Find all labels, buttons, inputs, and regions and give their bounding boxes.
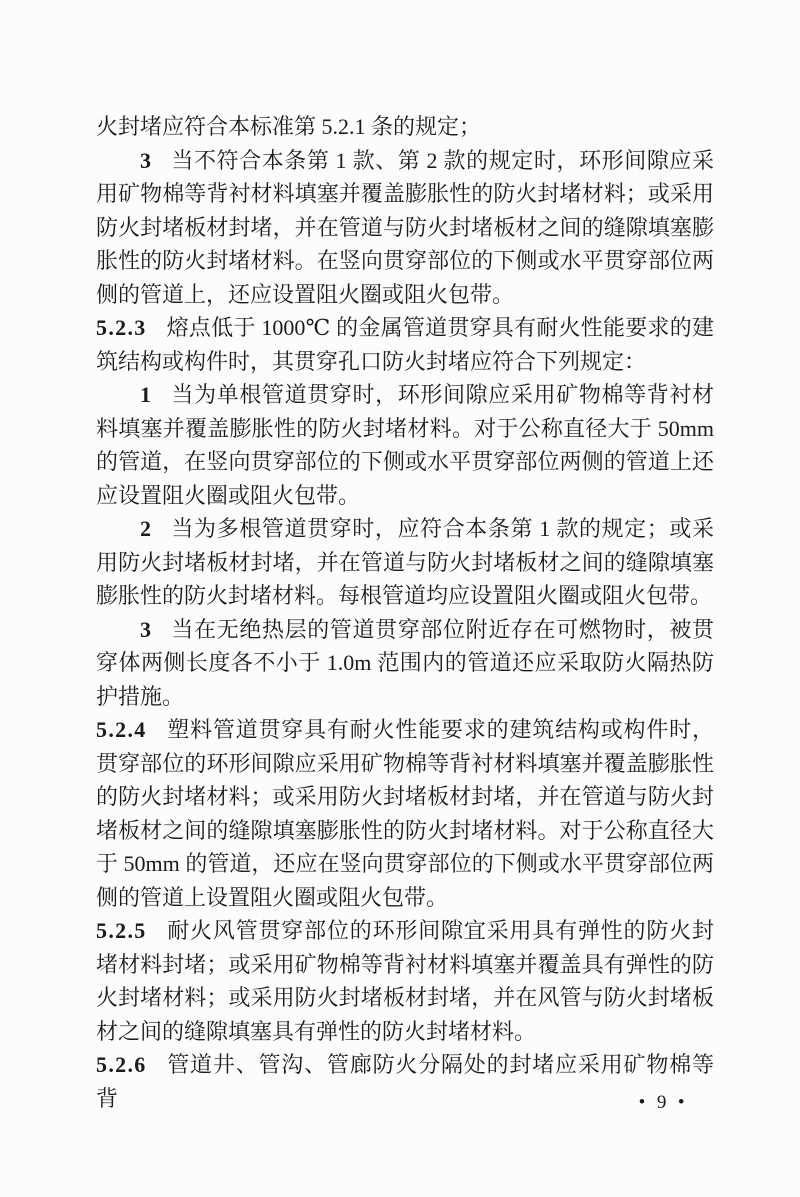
section-number: 5.2.5 xyxy=(96,918,147,943)
section-paragraph xyxy=(96,1048,714,1115)
paragraph-text: 当不符合本条第 1 款、第 2 款的规定时，环形间隙应采用矿物棉等背衬材料填塞并覆盖膨胀性的防火封堵材料；或采用防火封堵板材封堵，并在管道与防火封堵板材之间的缝隙填塞膨胀性的防火封堵材料。在竖向贯穿部位的下侧或水平贯穿部位两侧的管道上，还应设置阻火圈或阻火包带。 xyxy=(96,147,714,307)
clause-paragraph xyxy=(96,378,714,512)
section-paragraph xyxy=(96,914,714,1048)
clause-paragraph xyxy=(96,144,714,312)
continuation-paragraph xyxy=(96,110,714,144)
document-body xyxy=(96,110,714,1115)
paragraph-text: 熔点低于 1000℃ 的金属管道贯穿具有耐火性能要求的建筑结构或构件时，其贯穿孔口防火封堵应符合下列规定： xyxy=(96,315,714,374)
paragraph-text: 火封堵应符合本标准第 5.2.1 条的规定； xyxy=(96,114,482,139)
clause-paragraph xyxy=(96,512,714,613)
section-paragraph xyxy=(96,311,714,378)
clause-number: 2 xyxy=(140,516,151,541)
paragraph-text: 当为单根管道贯穿时，环形间隙应采用矿物棉等背衬材料填塞并覆盖膨胀性的防火封堵材料。对于公称直径大于 50mm 的管道，在竖向贯穿部位的下侧或水平贯穿部位两侧的管道上还应设置阻火圈或阻火包带。 xyxy=(96,382,714,508)
clause-number: 1 xyxy=(140,382,151,407)
clause-number: 3 xyxy=(140,147,151,173)
clause-paragraph xyxy=(96,613,714,714)
paragraph-text: 管道井、管沟、管廊防火分隔处的封堵应采用矿物棉等背 xyxy=(96,1052,714,1111)
paragraph-text: 耐火风管贯穿部位的环形间隙宜采用具有弹性的防火封堵材料封堵；或采用矿物棉等背衬材料填塞并覆盖具有弹性的防火封堵材料；或采用防火封堵板材封堵，并在风管与防火封堵板材之间的缝隙填塞具有弹性的防火封堵材料。 xyxy=(96,918,714,1044)
section-number: 5.2.6 xyxy=(96,1052,147,1077)
section-number: 5.2.3 xyxy=(96,315,147,340)
page-number: • 9 • xyxy=(638,1092,688,1113)
section-paragraph xyxy=(96,713,714,914)
section-number: 5.2.4 xyxy=(96,717,147,742)
paragraph-text: 当为多根管道贯穿时，应符合本条第 1 款的规定；或采用防火封堵板材封堵，并在管道与防火封堵板材之间的缝隙填塞膨胀性的防火封堵材料。每根管道均应设置阻火圈或阻火包带。 xyxy=(96,516,714,608)
paragraph-text: 当在无绝热层的管道贯穿部位附近存在可燃物时，被贯穿体两侧长度各不小于 1.0m 范围内的管道还应采取防火隔热防护措施。 xyxy=(96,616,714,709)
clause-number: 3 xyxy=(140,616,151,642)
paragraph-text: 塑料管道贯穿具有耐火性能要求的建筑结构或构件时，贯穿部位的环形间隙应采用矿物棉等背衬材料填塞并覆盖膨胀性的防火封堵材料；或采用防火封堵板材封堵，并在管道与防火封堵板材之间的缝隙填塞膨胀性的防火封堵材料。对于公称直径大于 50mm 的管道，还应在竖向贯穿部位的下侧或水平贯穿部位两侧的管道上设置阻火圈或阻火包带。 xyxy=(96,717,714,910)
